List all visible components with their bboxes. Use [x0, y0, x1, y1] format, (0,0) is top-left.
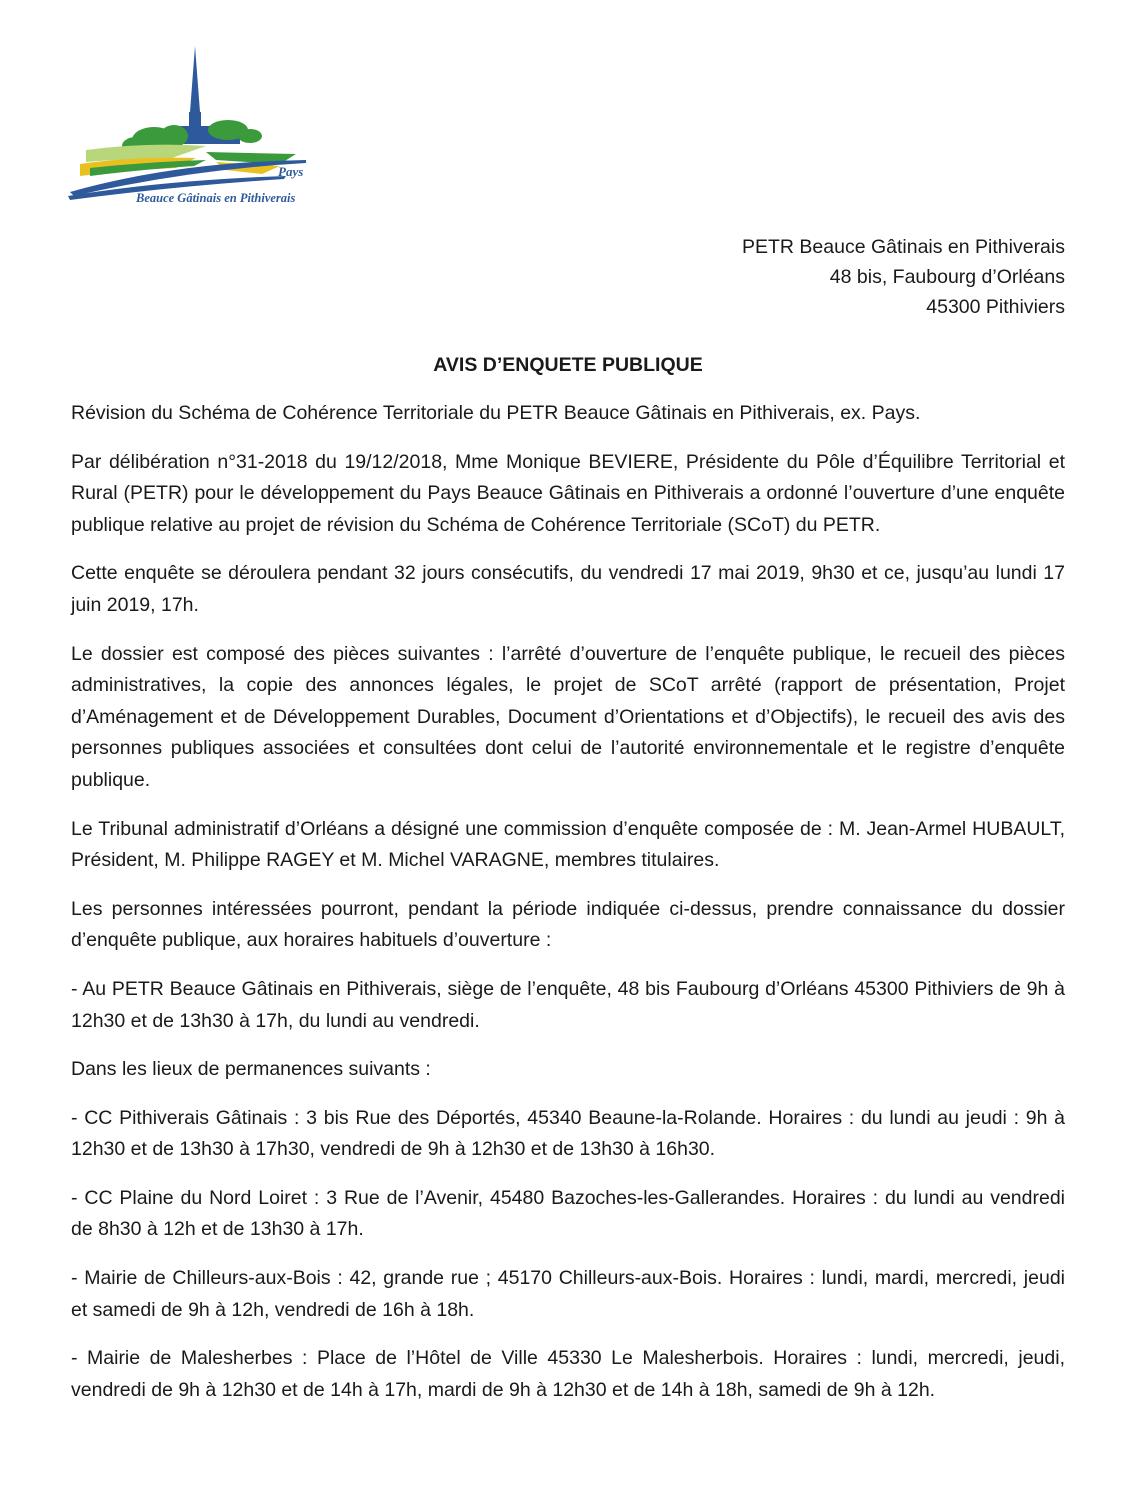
paragraph-subject: Révision du Schéma de Cohérence Territoriale du PETR Beauce Gâtinais en Pithiverais, ex. Pays.	[71, 402, 921, 424]
paragraph-cc-pithiverais: - CC Pithiverais Gâtinais : 3 bis Rue des Déportés, 45340 Beaune-la-Rolande. Horaires : du lundi au jeudi : 9h à 12h30 et de 13h30 à 17h30, vendredi de 9h à 12h30 et de 13h30 à 16h30.	[71, 1106, 1065, 1161]
paragraph-petr-location: - Au PETR Beauce Gâtinais en Pithiverais, siège de l’enquête, 48 bis Faubourg d’Orléans 45300 Pithiviers de 9h à 12h30 et de 13h30 à 17h, du lundi au vendredi.	[71, 977, 1065, 1032]
logo-text-name: Beauce Gâtinais en Pithiverais	[136, 191, 296, 205]
notice-title: AVIS D’ENQUETE PUBLIQUE	[433, 354, 703, 376]
sender-address	[742, 232, 1065, 322]
paragraph-mairie-chilleurs: - Mairie de Chilleurs-aux-Bois : 42, grande rue ; 45170 Chilleurs-aux-Bois. Horaires : lundi, mardi, mercredi, jeudi et samedi de 9h à 12h, vendredi de 16h à 18h.	[71, 1267, 1065, 1321]
paragraph-dossier: Le dossier est composé des pièces suivantes : l’arrêté d’ouverture de l’enquête publique, le recueil des pièces administratives, la copie des annonces légales, le projet de SCoT arrêté (rapport de présentation, Projet d’Aménagement et de Développement Durables, Document d’Orientations et d’Objectifs), le recueil des avis des personnes publiques associées et consultées dont celui de l’autorité environnementale et le registre d’enquête publique.	[71, 642, 1065, 791]
address-line-1: PETR Beauce Gâtinais en Pithiverais	[742, 236, 1065, 258]
pays-beauce-gatinais-logo	[66, 42, 328, 208]
paragraph-cc-plaine: - CC Plaine du Nord Loiret : 3 Rue de l’Avenir, 45480 Bazoches-les-Gallerandes. Horaires : du lundi au vendredi de 8h30 à 12h et de 13h30 à 17h.	[71, 1186, 1065, 1241]
notice-body	[71, 398, 1065, 1423]
paragraph-commission: Le Tribunal administratif d’Orléans a désigné une commission d’enquête composée de : M. Jean-Armel HUBAULT, Président, M. Philippe RAGEY et M. Michel VARAGNE, membres titulaires.	[71, 817, 1065, 872]
address-line-3: 45300 Pithiviers	[926, 296, 1065, 318]
address-line-2: 48 bis, Faubourg d’Orléans	[829, 266, 1065, 288]
logo-text-pays: Pays	[278, 164, 304, 179]
paragraph-deliberation: Par délibération n°31-2018 du 19/12/2018, Mme Monique BEVIERE, Présidente du Pôle d’Équilibre Territorial et Rural (PETR) pour le développement du Pays Beauce Gâtinais en Pithiverais a ordonné l’ouverture d’une enquête publique relative au projet de révision du Schéma de Cohérence Territoriale (SCoT) du PETR.	[71, 450, 1065, 536]
paragraph-consultation: Les personnes intéressées pourront, pendant la période indiquée ci-dessus, prendre connaissance du dossier d’enquête publique, aux horaires habituels d’ouverture :	[71, 897, 1065, 952]
paragraph-permanences-intro: Dans les lieux de permanences suivants :	[71, 1058, 431, 1081]
paragraph-mairie-malesherbes: - Mairie de Malesherbes : Place de l’Hôtel de Ville 45330 Le Malesherbois. Horaires : lundi, mercredi, jeudi, vendredi de 9h à 12h30 et de 14h à 17h, mardi de 9h à 12h30 et de 14h à 18h, samedi de 9h à 12h.	[71, 1347, 1065, 1401]
paragraph-duration: Cette enquête se déroulera pendant 32 jours consécutifs, du vendredi 17 mai 2019, 9h30 et ce, jusqu’au lundi 17 juin 2019, 17h.	[71, 562, 1065, 616]
